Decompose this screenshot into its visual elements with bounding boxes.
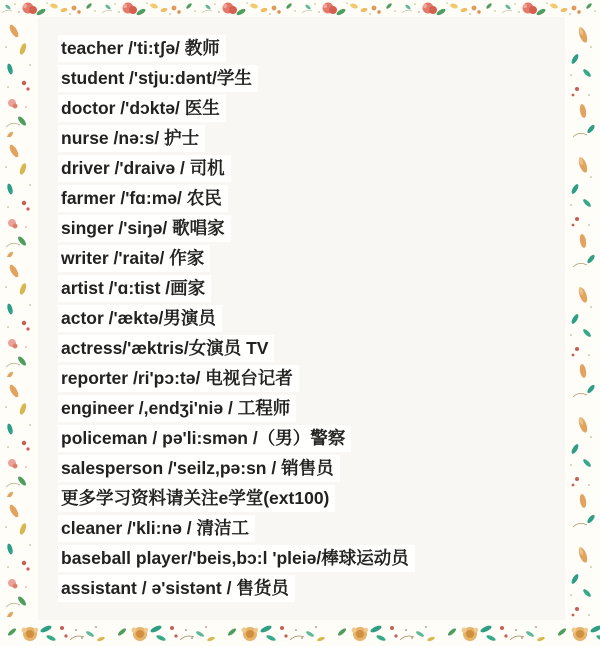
vocab-line bbox=[58, 183, 565, 213]
vocab-line bbox=[58, 153, 565, 183]
vocab-line-text: doctor /'dɔktə/ 医生 bbox=[58, 95, 226, 122]
vocab-line bbox=[58, 363, 565, 393]
vocab-line bbox=[58, 513, 565, 543]
floral-border-top-icon bbox=[0, 0, 600, 17]
vocab-line-text: singer /'siŋə/ 歌唱家 bbox=[58, 215, 231, 242]
vocab-line-text: policeman / pə'li:smən /（男）警察 bbox=[58, 425, 351, 452]
floral-border-left-icon bbox=[0, 17, 38, 620]
vocab-line-text: nurse /nə:s/ 护士 bbox=[58, 125, 205, 152]
vocab-line bbox=[58, 273, 565, 303]
vocab-line bbox=[58, 123, 565, 153]
vocab-line-text: actress/'æktris/女演员 TV bbox=[58, 335, 274, 362]
vocab-line-text: driver /'draivə / 司机 bbox=[58, 155, 231, 182]
vocab-line bbox=[58, 333, 565, 363]
vocab-line bbox=[58, 393, 565, 423]
vocab-line-text: writer /'raitə/ 作家 bbox=[58, 245, 210, 272]
vocab-line-text: 更多学习资料请关注e学堂(ext100) bbox=[58, 485, 335, 512]
vocab-line-text: reporter /ri'pɔ:tə/ 电视台记者 bbox=[58, 365, 299, 392]
vocab-line-text: actor /'æktə/男演员 bbox=[58, 305, 222, 332]
floral-border-bottom-icon bbox=[0, 620, 600, 646]
vocab-line bbox=[58, 573, 565, 603]
vocab-list bbox=[38, 17, 565, 620]
vocab-line bbox=[58, 303, 565, 333]
vocab-line-text: engineer /,endʒi'niə / 工程师 bbox=[58, 395, 296, 422]
vocab-line bbox=[58, 33, 565, 63]
vocab-line-text: assistant / ə'sistənt / 售货员 bbox=[58, 575, 295, 602]
vocab-line-text: teacher /'ti:tʃə/ 教师 bbox=[58, 35, 226, 62]
vocab-line-text: student /'stju:dənt/学生 bbox=[58, 65, 258, 92]
vocab-line bbox=[58, 453, 565, 483]
vocab-line bbox=[58, 543, 565, 573]
vocab-line bbox=[58, 423, 565, 453]
vocab-line-text: baseball player/'beis,bɔ:l 'pleiə/棒球运动员 bbox=[58, 545, 415, 572]
vocab-line-text: cleaner /'kli:nə / 清洁工 bbox=[58, 515, 255, 542]
vocab-line bbox=[58, 243, 565, 273]
vocab-line bbox=[58, 483, 565, 513]
vocab-line-text: artist /'ɑ:tist /画家 bbox=[58, 275, 211, 302]
vocab-line-text: salesperson /'seilz,pə:sn / 销售员 bbox=[58, 455, 340, 482]
floral-border-right-icon bbox=[565, 17, 600, 620]
vocab-line-text: farmer /'fɑ:mə/ 农民 bbox=[58, 185, 228, 212]
vocab-line bbox=[58, 213, 565, 243]
vocab-line bbox=[58, 93, 565, 123]
vocab-line bbox=[58, 63, 565, 93]
